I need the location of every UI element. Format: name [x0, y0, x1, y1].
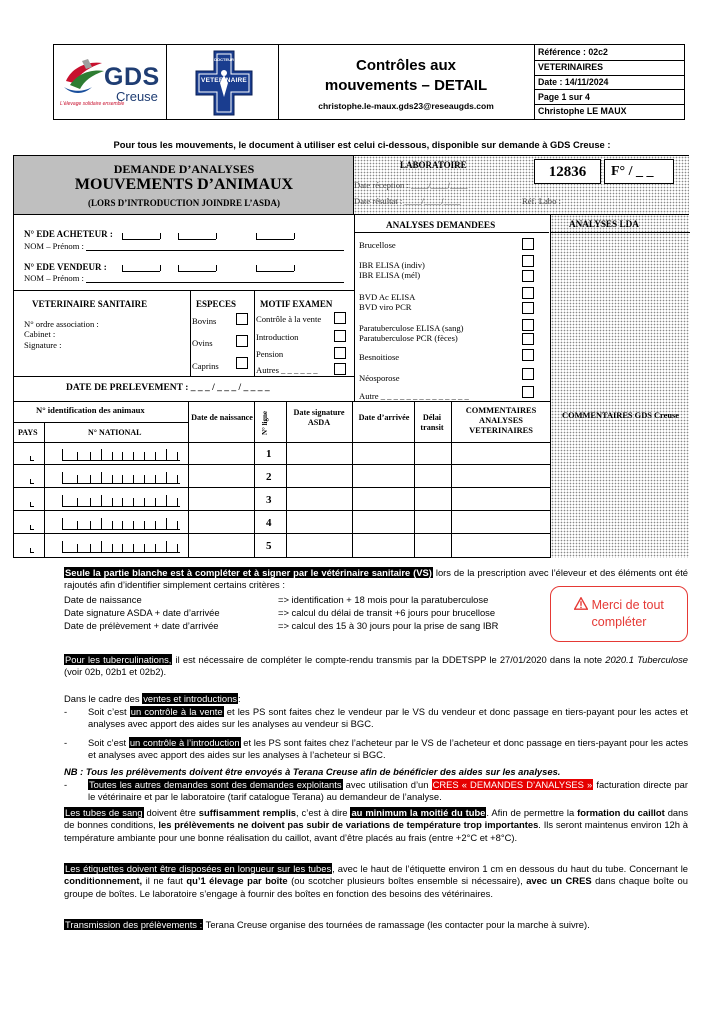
- id-tick: [112, 498, 113, 506]
- meta-reference: Référence : 02c2: [538, 47, 608, 57]
- acheteur-ede-label: N° EDE ACHETEUR :: [24, 229, 113, 239]
- b3-mid: avec utilisation d’un: [345, 779, 429, 790]
- p4-a: doivent être: [146, 807, 196, 818]
- table-commentaires-vet: COMMENTAIRES ANALYSES VETERINAIRES: [465, 406, 537, 435]
- p5-b2: qu’1 élevage par boîte: [186, 875, 288, 887]
- highlight-partie-blanche: Seule la partie blanche est à compléter et à signer par le vétérinaire sanitaire (VS): [65, 567, 432, 578]
- id-tick: [62, 541, 63, 552]
- warning-text: Merci de tout compléter: [591, 598, 664, 629]
- id-tick: [144, 498, 145, 506]
- id-tick: [62, 518, 63, 529]
- id-tick: [166, 472, 167, 483]
- bullet-exploitants: - Toutes les autres demandes sont des demandes exploitants avec utilisation d’un CRES « DEMANDES D’ANALYSES » facturation directe par le vétérinaire et par le laboratoire (tarif catalogue Terana) au demandeur de l’analyse.: [64, 779, 689, 803]
- p5-b3: avec un CRES: [526, 875, 592, 887]
- vendeur-ede-input[interactable]: [122, 264, 322, 272]
- highlight-transmission: Transmission des prélèvements :: [65, 919, 203, 930]
- analyse-ibr-mel: IBR ELISA (mél): [359, 270, 421, 280]
- nb-note: NB : Tous les prélèvements doivent être envoyés à Terana Creuse afin de bénéficier des aides sur les analyses.: [64, 766, 561, 777]
- table-row[interactable]: [14, 534, 550, 558]
- motif-introduction-checkbox[interactable]: [334, 330, 346, 342]
- row-number: 5: [266, 540, 272, 552]
- analyse-autre: Autre _ _ _ _ _ _ _ _ _ _ _ _ _ _: [359, 391, 469, 401]
- id-baseline: [62, 529, 180, 530]
- document-header: [53, 44, 685, 120]
- highlight-etiquettes: Les étiquettes doivent être disposées en longueur sur les tubes: [65, 863, 332, 874]
- table-commentaires-gds: COMMENTAIRES GDS Creuse: [562, 411, 679, 420]
- veterinaire-cabinet: Cabinet :: [24, 329, 56, 339]
- id-tick: [77, 521, 78, 529]
- motif-vente: Contrôle à la vente: [256, 314, 322, 324]
- p1-rest: lors de la prescription avec l’éleveur et des éléments ont été rajoutés afin d’identifier simplement certains critères :: [64, 567, 689, 591]
- analyse-bvd-viro-checkbox[interactable]: [522, 302, 534, 314]
- id-tick: [101, 541, 102, 552]
- id-tick: [112, 544, 113, 552]
- p5-e: dans chaque boîte ou groupe de boîtes. Le laboratoire s’engage à fournir des boîtes en fonction des besoins des vétérinaires.: [64, 875, 688, 899]
- espece-bovins-checkbox[interactable]: [236, 313, 248, 325]
- id-tick: [166, 518, 167, 529]
- lab-date-reception: Date réception : ____/____/____: [354, 180, 468, 190]
- analyses-lda-column: [550, 215, 689, 401]
- criteria-list: [64, 594, 544, 633]
- analyses-title: ANALYSES DEMANDEES: [386, 220, 496, 230]
- form-title-big: MOUVEMENTS D’ANIMAUX: [74, 176, 294, 193]
- p3-post: :: [238, 693, 241, 704]
- id-baseline: [62, 483, 180, 484]
- badge-text: VETERINAIRE: [201, 77, 247, 84]
- analyses-lda-title: ANALYSES LDA: [569, 219, 639, 229]
- id-tick: [144, 475, 145, 483]
- acheteur-ede-input[interactable]: [122, 232, 322, 240]
- meta-author: Christophe LE MAUX: [538, 106, 627, 116]
- id-tick: [112, 452, 113, 460]
- row-number: 4: [266, 517, 272, 529]
- motif-vente-checkbox[interactable]: [334, 312, 346, 324]
- bullet-vente: - Soit c’est un contrôle à la vente et les PS sont faites chez le vendeur par le VS du vendeur et donc passage en tiers-payant pour les actes et analyses avec apport des aides sur les analyses au vendeur si BGC.: [64, 706, 688, 730]
- table-row[interactable]: [14, 442, 550, 465]
- p4-d: . Afin de permettre la: [486, 807, 575, 818]
- id-tick: [77, 544, 78, 552]
- id-baseline: [30, 483, 34, 484]
- highlight-cres-demandes: CRES « DEMANDES D’ANALYSES »: [432, 779, 593, 790]
- p-ventes-intro: [64, 693, 688, 705]
- highlight-tuberculinations: Pour les tuberculinations,: [65, 654, 172, 665]
- veterinaire-title: VETERINAIRE SANITAIRE: [32, 299, 148, 309]
- id-tick: [62, 495, 63, 506]
- veterinaire-badge: [194, 49, 254, 117]
- id-tick: [133, 475, 134, 483]
- contact-email: christophe.le-maux.gds23@reseaugds.com: [318, 101, 494, 111]
- vendeur-nom-input[interactable]: [86, 282, 344, 283]
- b3-post: facturation directe par le vétérinaire et par le laboratoire (tarif catalogue Terana) au demandeur de l’analyse.: [88, 779, 689, 803]
- id-tick: [62, 449, 63, 460]
- analyse-besnoitiose: Besnoitiose: [359, 352, 400, 362]
- warning-icon: [574, 597, 588, 610]
- lab-label: LABORATOIRE: [400, 160, 467, 170]
- id-tick: [101, 518, 102, 529]
- table-id-header: N° identification des animaux: [36, 405, 145, 415]
- table-delai: Délai transit: [420, 413, 444, 432]
- gds-logo-tagline: L'élevage solidaire ensemble: [60, 101, 125, 107]
- id-tick: [122, 452, 123, 460]
- id-tick: [112, 521, 113, 529]
- table-row[interactable]: [14, 511, 550, 534]
- id-tick: [155, 498, 156, 506]
- criteria-row: [64, 607, 544, 620]
- id-tick: [133, 521, 134, 529]
- espece-ovins: Ovins: [192, 338, 213, 348]
- criteria-right: => identification + 18 mois pour la paratuberculose: [278, 594, 489, 605]
- id-baseline: [30, 460, 34, 461]
- highlight-controle-vente: un contrôle à la vente: [130, 706, 223, 717]
- analyse-ibr-indiv-checkbox[interactable]: [522, 255, 534, 267]
- id-tick: [155, 475, 156, 483]
- p3-pre: Dans le cadre des: [64, 693, 140, 704]
- id-tick: [133, 544, 134, 552]
- analyse-paratub-elisa-checkbox[interactable]: [522, 319, 534, 331]
- id-tick: [90, 452, 91, 460]
- p4-b2: formation du caillot: [577, 807, 665, 818]
- id-tick: [155, 544, 156, 552]
- analyse-brucellose-checkbox[interactable]: [522, 238, 534, 250]
- motif-pension: Pension: [256, 349, 284, 359]
- p2-rest: il est nécessaire de compléter le compte-rendu transmis par la DDETSPP le 27/01/2020 dans la note: [175, 654, 603, 665]
- table-signature-asda: Date signature ASDA: [293, 408, 345, 427]
- id-tick: [101, 472, 102, 483]
- id-tick: [144, 544, 145, 552]
- id-tick: [133, 498, 134, 506]
- motif-title: MOTIF EXAMEN: [260, 299, 333, 309]
- table-arrivee: Date d’arrivée: [358, 413, 410, 422]
- analyse-ibr-indiv: IBR ELISA (indiv): [359, 260, 425, 270]
- b1-pre: Soit c’est: [88, 706, 127, 717]
- espece-bovins: Bovins: [192, 316, 217, 326]
- intro-text: Pour tous les mouvements, le document à utiliser est celui ci-dessous, disponible sur demande à GDS Creuse :: [113, 139, 611, 150]
- id-tick: [144, 452, 145, 460]
- analyse-ibr-mel-checkbox[interactable]: [522, 270, 534, 282]
- p2-italic: 2020.1 Tuberculose: [605, 654, 688, 665]
- p5-a: , avec le haut de l’étiquette environ 1 cm en dessous du haut du tube. Concernant le: [332, 863, 688, 874]
- veterinaire-ordre: N° ordre association :: [24, 319, 99, 329]
- espece-caprins-checkbox[interactable]: [236, 357, 248, 369]
- highlight-moitie-tube: au minimum la moitié du tube: [351, 807, 486, 818]
- motif-autres-checkbox[interactable]: [334, 363, 346, 375]
- analyse-bvd-viro: BVD viro PCR: [359, 302, 412, 312]
- id-tick: [77, 475, 78, 483]
- table-commentaires-gds-column: [550, 401, 689, 558]
- p5-b1: conditionnement,: [64, 875, 143, 887]
- b2-post: et les PS sont faites chez l’acheteur par le VS de l’acheteur et donc passage en tiers-payant pour les actes et analyses avec apport des aides sur les analyses à l’acheteur si BGC.: [88, 737, 689, 761]
- row-number: 3: [266, 494, 272, 506]
- id-baseline: [30, 529, 34, 530]
- criteria-left: Date de naissance: [64, 594, 142, 605]
- p5-d: (ou scotcher plusieurs boîtes ensemble si nécessaire),: [291, 875, 523, 887]
- criteria-right: => calcul du délai de transit +6 jours pour brucellose: [278, 607, 496, 618]
- id-tick: [166, 449, 167, 460]
- criteria-row: [64, 594, 544, 607]
- id-tick: [155, 521, 156, 529]
- lab-number: 12836: [548, 164, 587, 180]
- p4-b1: suffisamment remplis: [198, 807, 297, 818]
- lab-ref: Réf. Labo :: [522, 196, 561, 206]
- p-transmission: [64, 919, 688, 931]
- lab-folio-box: [604, 159, 674, 184]
- analyse-neosporose: Néosporose: [359, 373, 400, 383]
- analyse-bvd-ac-checkbox[interactable]: [522, 287, 534, 299]
- p4-f: . Ils seront maintenus environ 12h à température ambiante pour une bonne réalisation du caillot, avant d’être placés au frais (entre +2°C et +8°C).: [64, 819, 688, 843]
- p5-c: il ne faut: [145, 875, 183, 887]
- gds-logo-letters: GDS: [104, 63, 160, 91]
- b1-post: et les PS sont faites chez le vendeur par le VS du vendeur et donc passage en tiers-payant pour les actes et analyses avec apport des aides sur les analyses au vendeur si BGC.: [88, 706, 688, 730]
- id-tick: [177, 521, 178, 529]
- meta-audience: VETERINAIRES: [538, 62, 604, 72]
- criteria-left: Date signature ASDA + date d’arrivée: [64, 607, 220, 618]
- id-tick: [112, 475, 113, 483]
- warning-box: [550, 586, 688, 642]
- laboratoire-block: [354, 156, 689, 215]
- id-tick: [90, 544, 91, 552]
- id-baseline: [62, 506, 180, 507]
- espece-caprins: Caprins: [192, 361, 219, 371]
- criteria-right: => calcul des 15 à 30 jours pour la prise de sang IBR: [278, 620, 499, 631]
- id-tick: [122, 498, 123, 506]
- id-tick: [177, 475, 178, 483]
- id-tick: [177, 498, 178, 506]
- meta-block: [534, 45, 685, 119]
- highlight-ventes: ventes et introductions: [143, 693, 237, 704]
- id-tick: [177, 452, 178, 460]
- meta-date: Date : 14/11/2024: [538, 76, 609, 87]
- form-title-note: (LORS D’INTRODUCTION JOINDRE L’ASDA): [88, 198, 280, 208]
- lab-date-resultat: Date résultat : ____/____/____: [354, 196, 461, 206]
- doc-title-line1: Contrôles aux: [355, 57, 457, 74]
- date-prelevement[interactable]: DATE DE PRELEVEMENT : _ _ _ / _ _ _ / _ _ _ _: [66, 383, 270, 393]
- id-baseline: [62, 552, 180, 553]
- table-row[interactable]: [14, 488, 550, 511]
- id-tick: [122, 544, 123, 552]
- row-number: 1: [266, 448, 272, 460]
- gds-logo-icon: [62, 57, 106, 97]
- gds-logo-sub: Creuse: [116, 89, 158, 104]
- highlight-controle-introduction: un contrôle à l’introduction: [129, 737, 240, 748]
- badge-top-text: DOCTEUR: [214, 57, 234, 62]
- p2-end: (voir 02b, 02b1 et 02b2).: [64, 666, 167, 678]
- meta-page: Page 1 sur 4: [538, 91, 590, 102]
- motif-pension-checkbox[interactable]: [334, 347, 346, 359]
- id-baseline: [30, 552, 34, 553]
- analyse-paratub-pcr-checkbox[interactable]: [522, 333, 534, 345]
- lab-number-box: [534, 159, 601, 184]
- highlight-tubes-sang: Les tubes de sang: [65, 807, 143, 818]
- id-tick: [90, 498, 91, 506]
- vendeur-ede-label: N° EDE VENDEUR :: [24, 262, 107, 272]
- analyse-paratub-elisa: Paratuberculose ELISA (sang): [359, 323, 464, 333]
- id-tick: [77, 498, 78, 506]
- id-tick: [166, 541, 167, 552]
- id-baseline: [30, 506, 34, 507]
- analyse-besnoitiose-checkbox[interactable]: [522, 349, 534, 361]
- id-tick: [77, 452, 78, 460]
- demande-analyses-form: [13, 155, 689, 558]
- id-tick: [90, 521, 91, 529]
- acheteur-nom-input[interactable]: [86, 250, 344, 251]
- form-title-block: [14, 156, 354, 215]
- analyse-paratub-pcr: Paratuberculose PCR (fèces): [359, 333, 458, 343]
- criteria-left: Date de prélèvement + date d’arrivée: [64, 620, 219, 631]
- table-national: N° NATIONAL: [88, 428, 142, 437]
- id-baseline: [62, 460, 180, 461]
- veterinaire-signature: Signature :: [24, 340, 62, 350]
- id-tick: [144, 521, 145, 529]
- id-tick: [101, 495, 102, 506]
- p-tuberculinations: [64, 654, 688, 679]
- row-number: 2: [266, 471, 272, 483]
- doc-title-line2: mouvements – DETAIL: [324, 77, 488, 94]
- vendeur-nom-label: NOM – Prénom :: [24, 273, 84, 283]
- b2-pre: Soit c’est: [88, 737, 127, 748]
- id-tick: [122, 475, 123, 483]
- p-tubes-sang: [64, 807, 688, 844]
- p4-e: dans de bonnes conditions,: [64, 807, 689, 831]
- id-tick: [133, 452, 134, 460]
- motif-introduction: Introduction: [256, 332, 299, 342]
- p4-b3: les prélèvements ne doivent pas subir de variations de température trop importantes: [158, 819, 539, 831]
- id-tick: [177, 544, 178, 552]
- highlight-demandes-exploitants: Toutes les autres demandes sont des demandes exploitants: [89, 779, 342, 790]
- table-ligne: N° ligne: [261, 411, 269, 435]
- form-title-small: DEMANDE D’ANALYSES: [113, 162, 255, 176]
- id-tick: [62, 472, 63, 483]
- gds-logo: [60, 55, 164, 111]
- id-tick: [122, 521, 123, 529]
- table-row[interactable]: [14, 465, 550, 488]
- lab-folio: F° / _ _: [611, 164, 654, 179]
- analyse-brucellose: Brucellose: [359, 240, 396, 250]
- analyse-autre-checkbox[interactable]: [522, 386, 534, 398]
- id-tick: [166, 495, 167, 506]
- p6-rest: Terana Creuse organise des tournées de ramassage (les contacter pour la marche à suivre).: [205, 919, 590, 930]
- bullet-introduction: - Soit c’est un contrôle à l’introduction et les PS sont faites chez l’acheteur par le VS de l’acheteur et donc passage en tiers-payant pour les actes et analyses avec apport des aides sur les analyses à l’acheteur si BGC.: [64, 737, 689, 761]
- criteria-row: [64, 620, 544, 633]
- p4-c: , c’est à dire: [296, 807, 348, 818]
- table-naissance: Date de naissance: [191, 413, 253, 422]
- motif-autres: Autres _ _ _ _ _ _: [256, 365, 318, 375]
- id-tick: [155, 452, 156, 460]
- analyse-neosporose-checkbox[interactable]: [522, 368, 534, 380]
- p-etiquettes: [64, 863, 688, 900]
- id-tick: [90, 475, 91, 483]
- especes-title: ESPECES: [196, 299, 237, 309]
- analyse-bvd-ac: BVD Ac ELISA: [359, 292, 416, 302]
- table-pays: PAYS: [18, 428, 38, 437]
- espece-ovins-checkbox[interactable]: [236, 335, 248, 347]
- id-tick: [101, 449, 102, 460]
- acheteur-nom-label: NOM – Prénom :: [24, 241, 84, 251]
